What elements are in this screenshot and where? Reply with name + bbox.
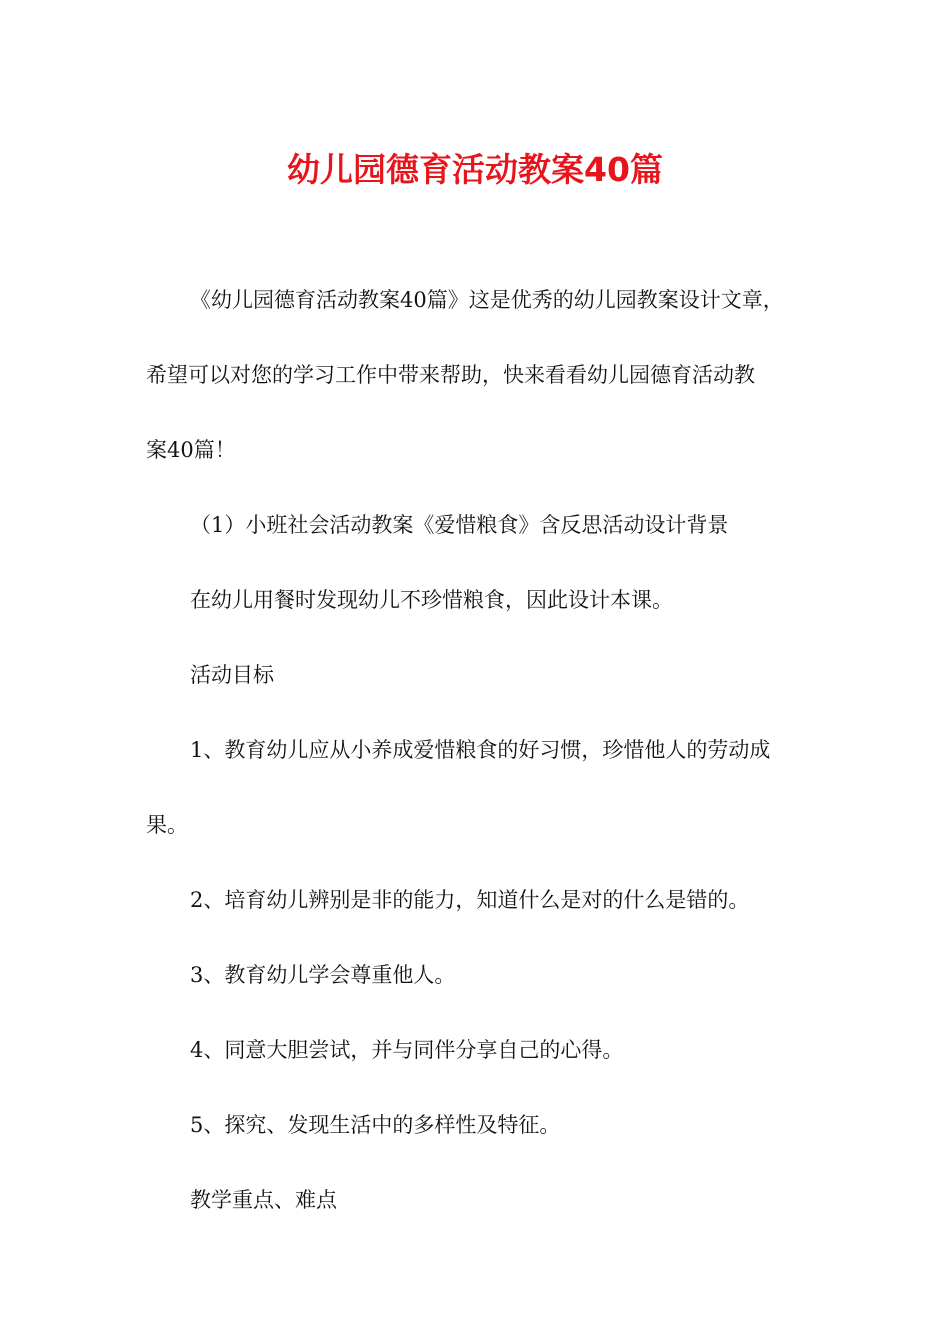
subheading: 活动目标 xyxy=(190,663,274,687)
document-title: 幼儿园德育活动教案40篇 xyxy=(287,150,663,189)
list-item: 1、教育幼儿应从小养成爱惜粮食的好习惯，珍惜他人的劳动成 xyxy=(190,738,771,762)
list-item: 4、同意大胆尝试，并与同伴分享自己的心得。 xyxy=(190,1038,624,1062)
paragraph-line: 希望可以对您的学习工作中带来帮助，快来看看幼儿园德育活动教 xyxy=(146,363,755,387)
paragraph-line: 案40篇！ xyxy=(146,438,236,462)
paragraph-line: 《幼儿园德育活动教案40篇》这是优秀的幼儿园教案设计文章， xyxy=(190,288,784,312)
subheading: 教学重点、难点 xyxy=(190,1188,337,1212)
list-item-continuation: 果。 xyxy=(146,813,188,837)
list-item: 5、探究、发现生活中的多样性及特征。 xyxy=(190,1113,561,1137)
list-item: 2、培育幼儿辨别是非的能力，知道什么是对的什么是错的。 xyxy=(190,888,750,912)
section-heading: （1）小班社会活动教案《爱惜粮食》含反思活动设计背景 xyxy=(190,513,729,537)
paragraph-line: 在幼儿用餐时发现幼儿不珍惜粮食，因此设计本课。 xyxy=(190,588,673,612)
list-item: 3、教育幼儿学会尊重他人。 xyxy=(190,963,456,987)
